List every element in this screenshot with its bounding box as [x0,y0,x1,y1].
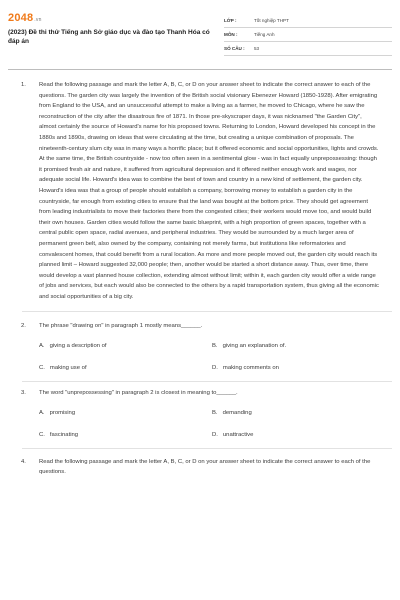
header-divider [8,69,392,70]
question-number: 4. [21,458,26,465]
question-4 [0,457,400,478]
answer-option-b[interactable] [212,341,286,352]
info-value: Tốt nghiệp THPT [254,18,289,23]
option-text: fascinating [49,431,79,438]
logo-suffix: .vn [34,17,42,23]
answer-option-c[interactable] [39,363,87,374]
option-letter: B. [212,343,218,350]
logo-text: 2048 [8,12,34,24]
option-text: making comments on [222,365,279,372]
question-passage: Read the following passage and mark the letter A, B, C, or D on your answer sheet to indicate the correct answer to each of the questions. The garden city was largely the invention of the British social visionary Ebenezer Howard (1850-1928). After emigrating from England to the USA, and an unsuccessful attempt to make a living as a farmer, he moved to Chicago, where he saw the reconstruction of the city after the disastrous fire of 1871. In those pre-skyscraper days, it was nicknamed "the Garden City", almost certainly the source of Howard's name for his proposed towns. Returning to London, Howard developed his concept in the 1880s and 1890s, drawing on ideas that were circulating at the time, but creating a unique combination of proposals. The nineteenth-century slum city was in many ways a horrific place; but it offered economic and social opportunities, lights and crowds. At the same time, the British countryside - now too often seen in a sentimental glow - was in fact equally unprepossessing: though it promised fresh air and nature, it suffered from agricultural depression and it offered neither enough work and wages, nor adequate social life. Howard's idea was to combine the best of town and country in a new kind of settlement, the garden city. Howard's idea was that a group of people should establish a company, borrowing money to establish a garden city in the countryside, far enough from existing cities to ensure that the land was bought at the bottom price. They should get agreement from leading industrialists to move their factories there from the congested cities; their workers would move too, and would build their own houses. Garden cities would follow the same basic blueprint, with a high proportion of green spaces, together with a central public open space, radial avenues, and peripheral industries. They would be surrounded by a much larger area of permanent green belt, also owned by the company, containing not merely farms, but institutions like reformatories and convalescent homes, that could benefit from a rural location. As more and more people moved out, the garden city would reach its planned limit – Howard suggested 32,000 people; then, another would be started a short distance away. Thus, over time, there would develop a vast planned house collection, extending almost without limit; within it, each garden city would offer a wide range of jobs and services, but each would also be connected to the others by a rapid transportation system, thus giving all the economic and social opportunities of a big city. [39,82,379,300]
info-table [224,14,392,56]
option-text: giving a description of [49,343,107,350]
option-text: giving an explanation of. [222,343,287,350]
info-key: MÔN : [224,32,238,37]
question-list [0,80,400,478]
question-text: Read the following passage and mark the letter A, B, C, or D on your answer sheet to indicate the correct answer to each of the questions. [39,458,371,476]
site-logo[interactable] [8,12,42,24]
option-text: demanding [222,409,252,416]
info-row-subject [224,28,392,42]
answer-option-a[interactable] [39,408,75,419]
answer-option-c[interactable] [39,430,78,441]
option-letter: D. [212,365,218,372]
answer-options-2 [0,332,400,378]
question-divider [22,448,392,449]
question-text: The phrase "drawing on" in paragraph 1 mostly means______. [39,323,203,330]
question-2 [0,321,400,332]
question-3 [0,388,400,399]
question-divider [22,381,392,382]
option-letter: A. [39,343,45,350]
option-text: unattractive [222,431,254,438]
info-row-count [224,42,392,56]
option-text: promising [49,409,76,416]
document-header [0,0,400,68]
answer-option-d[interactable] [212,430,253,441]
question-divider [22,311,392,312]
option-letter: C. [39,365,45,372]
question-1 [0,80,400,302]
info-value: Tiếng Anh [254,32,275,37]
question-number: 1. [21,82,26,88]
option-letter: C. [39,431,45,438]
info-key: LỚP : [224,18,237,23]
info-value: 53 [254,46,260,51]
answer-option-b[interactable] [212,408,252,419]
answer-options-3 [0,399,400,445]
document-title: (2023) Đề thi thử Tiếng anh Sở giáo dục và đào tạo Thanh Hóa có đáp án [8,29,210,45]
answer-option-a[interactable] [39,341,107,352]
option-text: making use of [49,365,87,372]
option-letter: B. [212,409,218,416]
option-letter: A. [39,409,45,416]
question-text: The word "unprepossessing" in paragraph 2 is closest in meaning to______. [39,390,238,397]
info-row-class [224,14,392,28]
info-key: SỐ CÂU : [224,46,245,51]
option-letter: D. [212,431,218,438]
answer-option-d[interactable] [212,363,279,374]
question-number: 2. [21,323,26,330]
question-number: 3. [21,390,26,397]
